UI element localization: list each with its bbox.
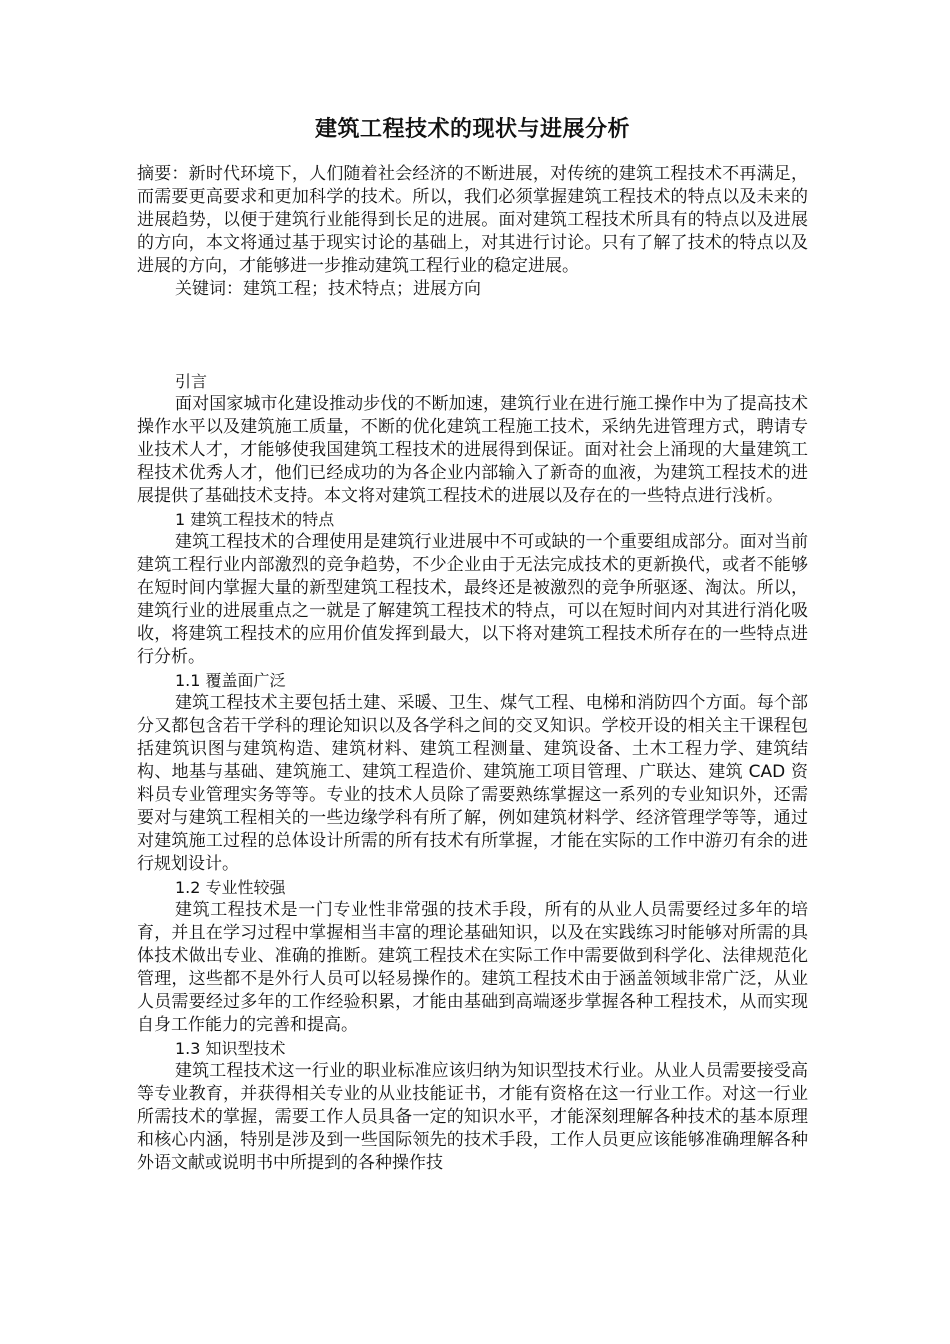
section-spacer: [137, 301, 808, 370]
abstract-paragraph: 摘要：新时代环境下，人们随着社会经济的不断进展，对传统的建筑工程技术不再满足，而需要更高要求和更加科学的技术。所以，我们必须掌握建筑工程技术的特点以及未来的进展趋势，以便于建筑行业能得到长足的进展。面对建筑工程技术所具有的特点以及进展的方向，本文将通过基于现实讨论的基础上，对其进行讨论。只有了解了技术的特点以及进展的方向，才能够进一步推动建筑工程行业的稳定进展。: [137, 164, 808, 276]
intro-heading: 引言: [175, 372, 208, 391]
document-body: [137, 163, 808, 1175]
section-1-1-heading: 1.1 覆盖面广泛: [175, 671, 286, 690]
section-1-paragraph: 建筑工程技术的合理使用是建筑行业进展中不可或缺的一个重要组成部分。面对当前建筑工程行业内部激烈的竞争趋势，不少企业由于无法完成技术的更新换代，或者不能够在短时间内掌握大量的新型建筑工程技术，最终还是被激烈的竞争所驱逐、淘汰。所以，建筑行业的进展重点之一就是了解建筑工程技术的特点，可以在短时间内对其进行消化吸收，将建筑工程技术的应用价值发挥到最大，以下将对建筑工程技术所存在的一些特点进行分析。: [137, 532, 808, 667]
document-title: 建筑工程技术的现状与进展分析: [314, 117, 630, 142]
section-1-2-paragraph: 建筑工程技术是一门专业性非常强的技术手段，所有的从业人员需要经过多年的培育，并且在学习过程中掌握相当丰富的理论基础知识，以及在实践练习时能够对所需的具体技术做出专业、准确的推断。建筑工程技术在实际工作中需要做到科学化、法律规范化管理，这些都不是外行人员可以轻易操作的。建筑工程技术由于涵盖领域非常广泛，从业人员需要经过多年的工作经验积累，才能由基础到高端逐步掌握各种工程技术，从而实现自身工作能力的完善和提高。: [137, 900, 808, 1035]
section-1-3-paragraph: 建筑工程技术这一行业的职业标准应该归纳为知识型技术行业。从业人员需要接受高等专业教育，并获得相关专业的从业技能证书，才能有资格在这一行业工作。对这一行业所需技术的掌握，需要工作人员具备一定的知识水平，才能深刻理解各种技术的基本原理和核心内涵，特别是涉及到一些国际领先的技术手段，工作人员更应该能够准确理解各种外语文献或说明书中所提到的各种操作技: [137, 1061, 808, 1173]
section-1-2-heading: 1.2 专业性较强: [175, 878, 286, 897]
section-1-1-paragraph: 建筑工程技术主要包括土建、采暖、卫生、煤气工程、电梯和消防四个方面。每个部分又都包含若干学科的理论知识以及各学科之间的交叉知识。学校开设的相关主干课程包括建筑识图与建筑构造、建筑材料、建筑工程测量、建筑设备、土木工程力学、建筑结构、地基与基础、建筑施工、建筑工程造价、建筑施工项目管理、广联达、建筑 CAD 资料员专业管理实务等等。专业的技术人员除了需要熟练掌握这一系列的专业知识外，还需要对与建筑工程相关的一些边缘学科有所了解，例如建筑材料学、经济管理学等等，通过对建筑施工过程的总体设计所需的所有技术有所掌握，才能在实际的工作中游刃有余的进行规划设计。: [137, 693, 808, 874]
intro-paragraph: 面对国家城市化建设推动步伐的不断加速，建筑行业在进行施工操作中为了提高技术操作水平以及建筑施工质量，不断的优化建筑工程施工技术，采纳先进管理方式，聘请专业技术人才，才能够使我国建筑工程技术的进展得到保证。面对社会上涌现的大量建筑工程技术优秀人才，他们已经成功的为各企业内部输入了新奇的血液，为建筑工程技术的进展提供了基础技术支持。本文将对建筑工程技术的进展以及存在的一些特点进行浅析。: [137, 394, 808, 506]
section-1-3-heading: 1.3 知识型技术: [175, 1039, 286, 1058]
section-1-heading: 1 建筑工程技术的特点: [175, 510, 335, 529]
keywords-line: 关键词：建筑工程；技术特点；进展方向: [175, 279, 481, 299]
